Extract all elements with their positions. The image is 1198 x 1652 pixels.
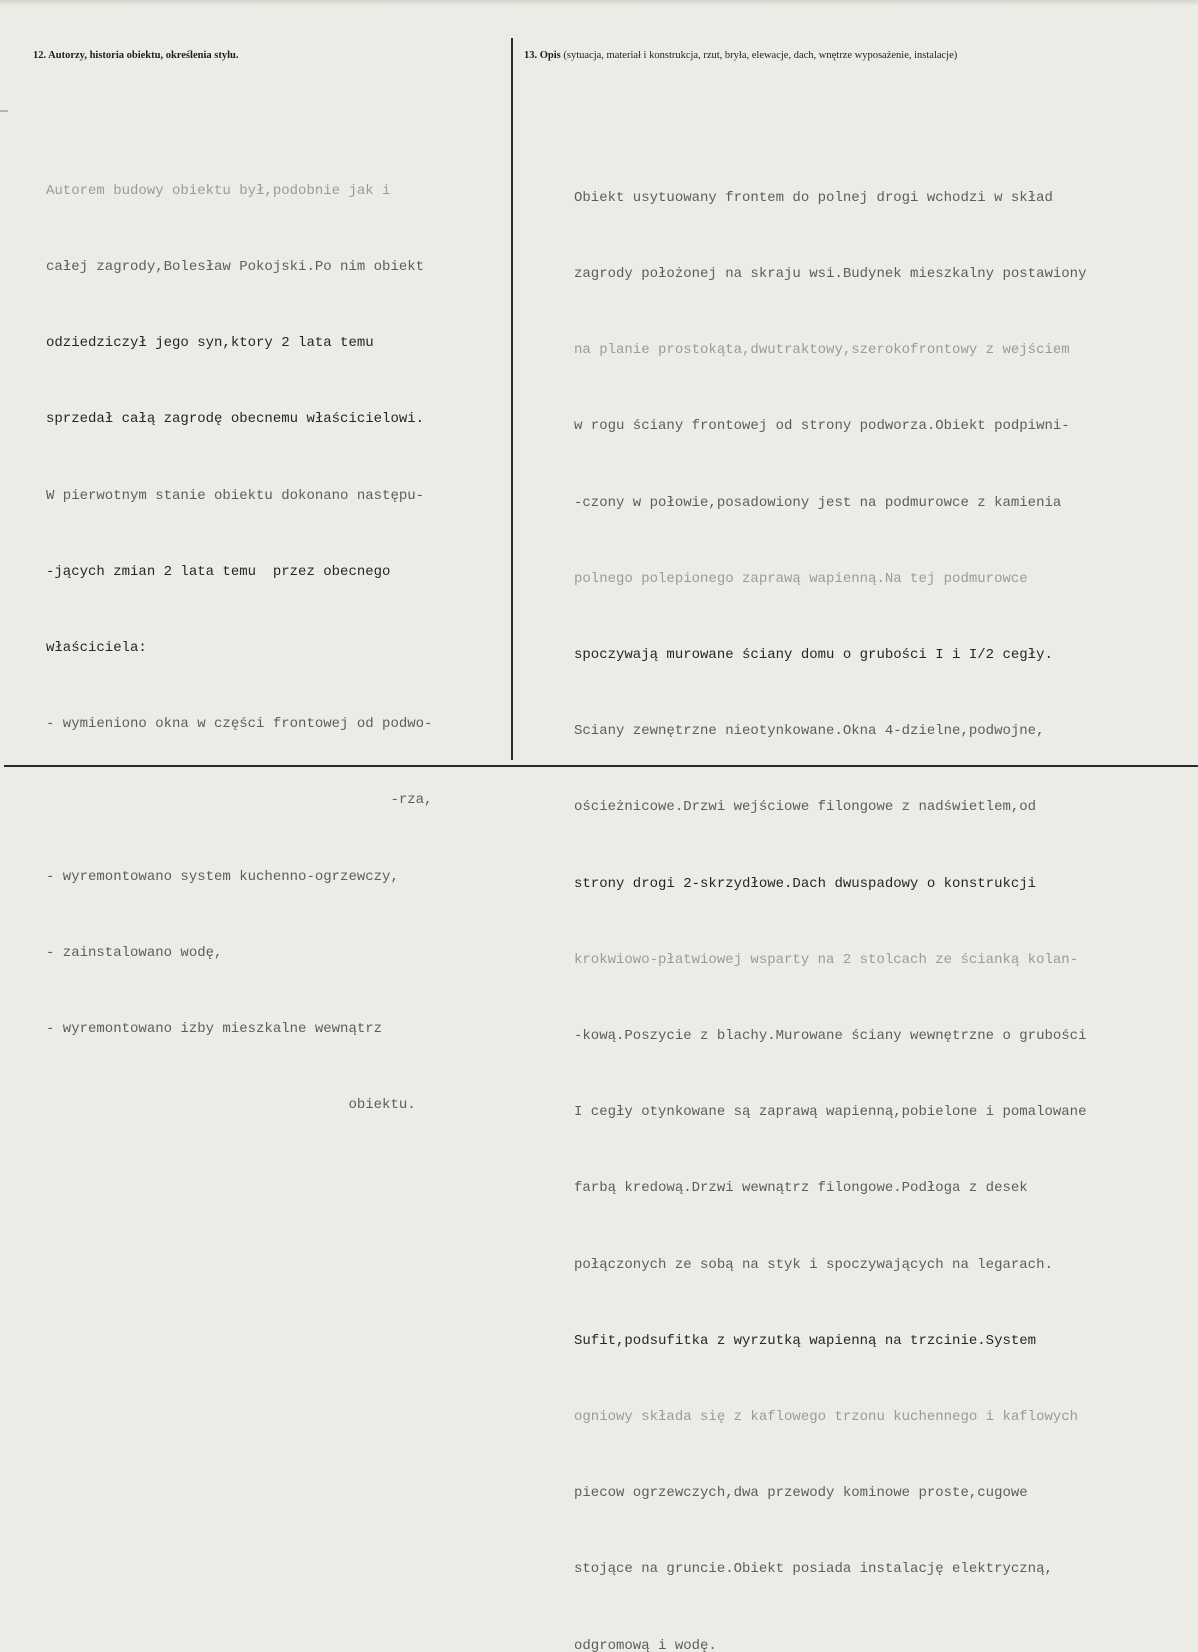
description-line: -kową.Poszycie z blachy.Murowane ściany wewnętrzne o grubości — [574, 1028, 1087, 1045]
description-line: zagrody położonej na skraju wsi.Budynek mieszkalny postawiony — [574, 266, 1087, 283]
description-line: Sufit,podsufitka z wyrzutką wapienną na trzcinie.System — [574, 1332, 1037, 1349]
history-line: - wyremontowano izby mieszkalne wewnątrz — [46, 1021, 383, 1038]
history-line: W pierwotnym stanie obiektu dokonano następu- — [46, 487, 425, 504]
description-line: ogniowy składa się z kaflowego trzonu kuchennego i kaflowych — [574, 1409, 1079, 1426]
column-divider — [511, 38, 513, 760]
description-line: w rogu ściany frontowej od strony podworza.Obiekt podpiwni- — [574, 418, 1070, 435]
description-text — [574, 135, 1086, 1652]
section-13-heading-main: 13. Opis — [524, 50, 561, 61]
history-line: -rza, — [46, 792, 433, 809]
description-line: spoczywają murowane ściany domu o grubości I i I/2 cegły. — [574, 647, 1053, 664]
description-line: Sciany zewnętrzne nieotynkowane.Okna 4-dzielne,podwojne, — [574, 723, 1045, 740]
history-line: odziedziczył jego syn,ktory 2 lata temu — [46, 335, 374, 352]
description-line: odgromową i wodę. — [574, 1637, 717, 1652]
history-line: Autorem budowy obiektu był,podobnie jak i — [46, 182, 391, 199]
history-line: - zainstalowano wodę, — [46, 944, 223, 961]
history-text — [46, 128, 432, 1144]
description-line: na planie prostokąta,dwutraktowy,szerokofrontowy z wejściem — [574, 342, 1070, 359]
description-line: polnego polepionego zaprawą wapienną.Na tej podmurowce — [574, 570, 1028, 587]
description-line: I cegły otynkowane są zaprawą wapienną,pobielone i pomalowane — [574, 1104, 1087, 1121]
description-line: Obiekt usytuowany frontem do polnej drogi wchodzi w skład — [574, 189, 1053, 206]
history-line: - wymieniono okna w części frontowej od podwo- — [46, 716, 433, 733]
history-line: obiektu. — [46, 1097, 416, 1114]
description-line: krokwiowo-płatwiowej wsparty na 2 stolcach ze ścianką kolan- — [574, 951, 1079, 968]
history-line: właściciela: — [46, 640, 147, 657]
history-line: -jących zmian 2 lata temu przez obecnego — [46, 563, 391, 580]
margin-mark — [0, 110, 8, 112]
description-line: strony drogi 2-skrzydłowe.Dach dwuspadowy o konstrukcji — [574, 875, 1037, 892]
section-12-heading: 12. Autorzy, historia obiektu, określenia stylu. — [33, 50, 239, 61]
description-line: połączonych ze sobą na styk i spoczywających na legarach. — [574, 1256, 1053, 1273]
section-13-heading-sub: (sytuacja, materiał i konstrukcja, rzut, bryła, elewacje, dach, wnętrze wyposażenie, instalacje) — [560, 50, 958, 61]
description-line: -czony w połowie,posadowiony jest na podmurowce z kamienia — [574, 494, 1062, 511]
description-line: stojące na gruncie.Obiekt posiada instalację elektryczną, — [574, 1561, 1053, 1578]
description-line: farbą kredową.Drzwi wewnątrz filongowe.Podłoga z desek — [574, 1180, 1028, 1197]
page-edge — [0, 0, 1198, 6]
history-line: sprzedał całą zagrodę obecnemu właścicielowi. — [46, 411, 425, 428]
description-line: ościeżnicowe.Drzwi wejściowe filongowe z nadświetlem,od — [574, 799, 1037, 816]
description-line: piecow ogrzewczych,dwa przewody kominowe proste,cugowe — [574, 1485, 1028, 1502]
history-line: całej zagrody,Bolesław Pokojski.Po nim obiekt — [46, 259, 425, 276]
history-line: - wyremontowano system kuchenno-ogrzewczy, — [46, 868, 399, 885]
section-13-heading — [524, 50, 957, 61]
